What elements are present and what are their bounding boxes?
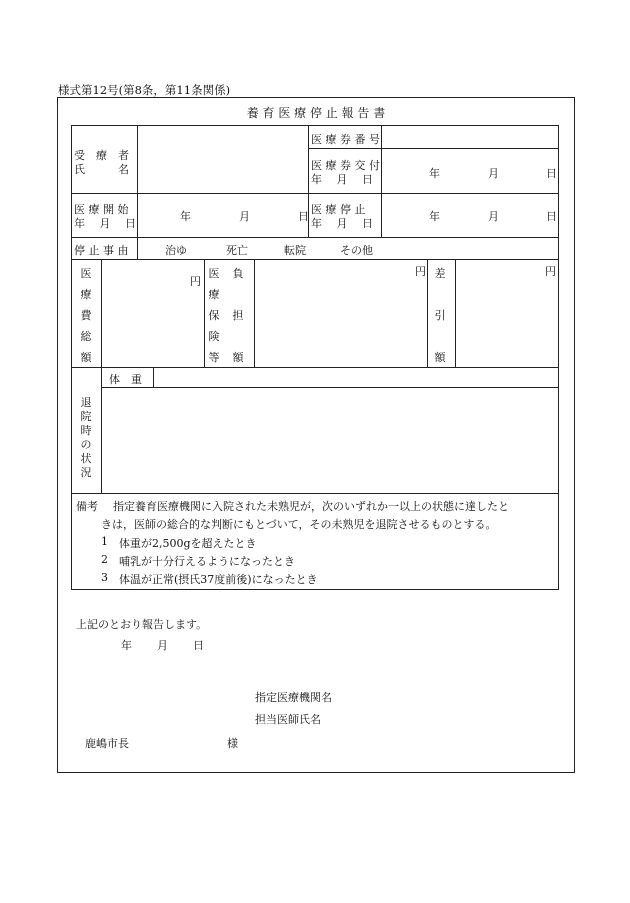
- remarks-item-1-text: 体重が2,500gを超えたとき: [119, 537, 257, 550]
- treatment-start-month: 月: [239, 210, 250, 223]
- institution-name-field[interactable]: [335, 686, 555, 704]
- remarks-item-2-text: 哺乳が十分行えるようになったとき: [119, 555, 295, 568]
- remarks-line2: きは，医師の総合的な判断にもとづいて，その未熟児を退院させるものとする。: [101, 518, 497, 531]
- stop-reason-option-other[interactable]: その他: [340, 244, 373, 257]
- remarks-item-2-no: 2: [101, 553, 108, 566]
- rule: [204, 259, 205, 367]
- rule: [71, 367, 559, 368]
- ticket-issue-label-line1: 医 療 券 交 付: [311, 159, 380, 172]
- remarks-line1: 指定養育医療機関に入院された未熟児が，次のいずれか一以上の状態に達したと: [113, 500, 509, 513]
- report-statement: 上記のとおり報告します。: [76, 618, 208, 631]
- stop-reason-option-death[interactable]: 死亡: [226, 244, 248, 257]
- difference-label: 差 引 額: [434, 267, 446, 364]
- treatment-start-date-field[interactable]: [139, 195, 306, 235]
- patient-name-field[interactable]: [139, 127, 306, 191]
- form-title: 養 育 医 療 停 止 報 告 書: [246, 106, 386, 120]
- difference-yen: 円: [545, 265, 556, 278]
- treatment-stop-label-line1: 医 療 停 止: [311, 203, 366, 216]
- treatment-stop-year: 年: [429, 210, 440, 223]
- ticket-issue-year: 年: [429, 167, 440, 180]
- treatment-start-label-line2: 年 月 日: [74, 217, 136, 230]
- weight-field[interactable]: [155, 369, 557, 386]
- rule: [153, 367, 154, 387]
- report-month: 月: [157, 639, 168, 652]
- total-cost-yen: 円: [190, 275, 201, 288]
- institution-label: 指定医療機関名: [255, 691, 332, 704]
- remarks-item-1-no: 1: [101, 535, 108, 548]
- patient-label-line1: 受 療 者: [74, 149, 129, 162]
- rule: [381, 125, 382, 237]
- insurance-label-col1: 医 療 保 険 等: [208, 267, 220, 364]
- report-day: 日: [193, 639, 204, 652]
- insurance-yen: 円: [415, 265, 426, 278]
- rule: [308, 148, 559, 149]
- form-number: 様式第12号(第8条，第11条関係): [58, 83, 231, 97]
- addressee: 鹿嶋市長: [85, 737, 129, 750]
- discharge-status-label: 退 院 時 の 状 況: [80, 396, 92, 479]
- rule: [71, 259, 559, 260]
- stop-reason-label: 停 止 事 由: [74, 244, 129, 257]
- rule: [137, 125, 138, 259]
- ticket-issue-label-line2: 年 月 日: [311, 173, 373, 186]
- remarks-label: 備考: [76, 500, 98, 513]
- treatment-stop-month: 月: [488, 210, 499, 223]
- remarks-item-3-text: 体温が正常(摂氏37度前後)になったとき: [119, 573, 318, 586]
- ticket-issue-month: 月: [488, 167, 499, 180]
- treatment-start-year: 年: [180, 210, 191, 223]
- rule: [71, 493, 559, 494]
- rule: [455, 259, 456, 367]
- rule: [71, 237, 559, 238]
- treatment-stop-date-field[interactable]: [383, 195, 557, 235]
- insurance-label-col2: 負 担 額: [232, 267, 244, 364]
- discharge-status-field[interactable]: [103, 389, 557, 491]
- treatment-start-label-line1: 医 療 開 始: [74, 203, 129, 216]
- total-cost-label: 医 療 費 総 額: [80, 267, 92, 364]
- stop-reason-option-transfer[interactable]: 転院: [284, 244, 306, 257]
- rule: [427, 259, 428, 367]
- difference-amount-field[interactable]: [457, 261, 557, 365]
- rule: [101, 387, 559, 388]
- rule: [254, 259, 255, 367]
- honorific: 様: [227, 737, 238, 750]
- rule: [71, 193, 559, 194]
- patient-label-line2: 氏 名: [74, 163, 129, 176]
- ticket-issue-date-field[interactable]: [383, 150, 557, 192]
- remarks-item-3-no: 3: [101, 571, 108, 584]
- treatment-start-day: 日: [298, 210, 309, 223]
- total-cost-field[interactable]: [103, 261, 202, 365]
- insurance-amount-field[interactable]: [256, 261, 425, 365]
- rule: [101, 259, 102, 493]
- ticket-number-field[interactable]: [383, 127, 557, 147]
- stop-reason-option-cured[interactable]: 治ゆ: [165, 244, 187, 257]
- treatment-stop-day: 日: [546, 210, 557, 223]
- report-year: 年: [121, 639, 132, 652]
- weight-label: 体 重: [109, 373, 142, 386]
- doctor-name-field[interactable]: [335, 708, 555, 726]
- ticket-number-label: 医 療 券 番 号: [311, 133, 380, 146]
- doctor-label: 担当医師氏名: [255, 713, 321, 726]
- ticket-issue-day: 日: [546, 167, 557, 180]
- treatment-stop-label-line2: 年 月 日: [311, 217, 373, 230]
